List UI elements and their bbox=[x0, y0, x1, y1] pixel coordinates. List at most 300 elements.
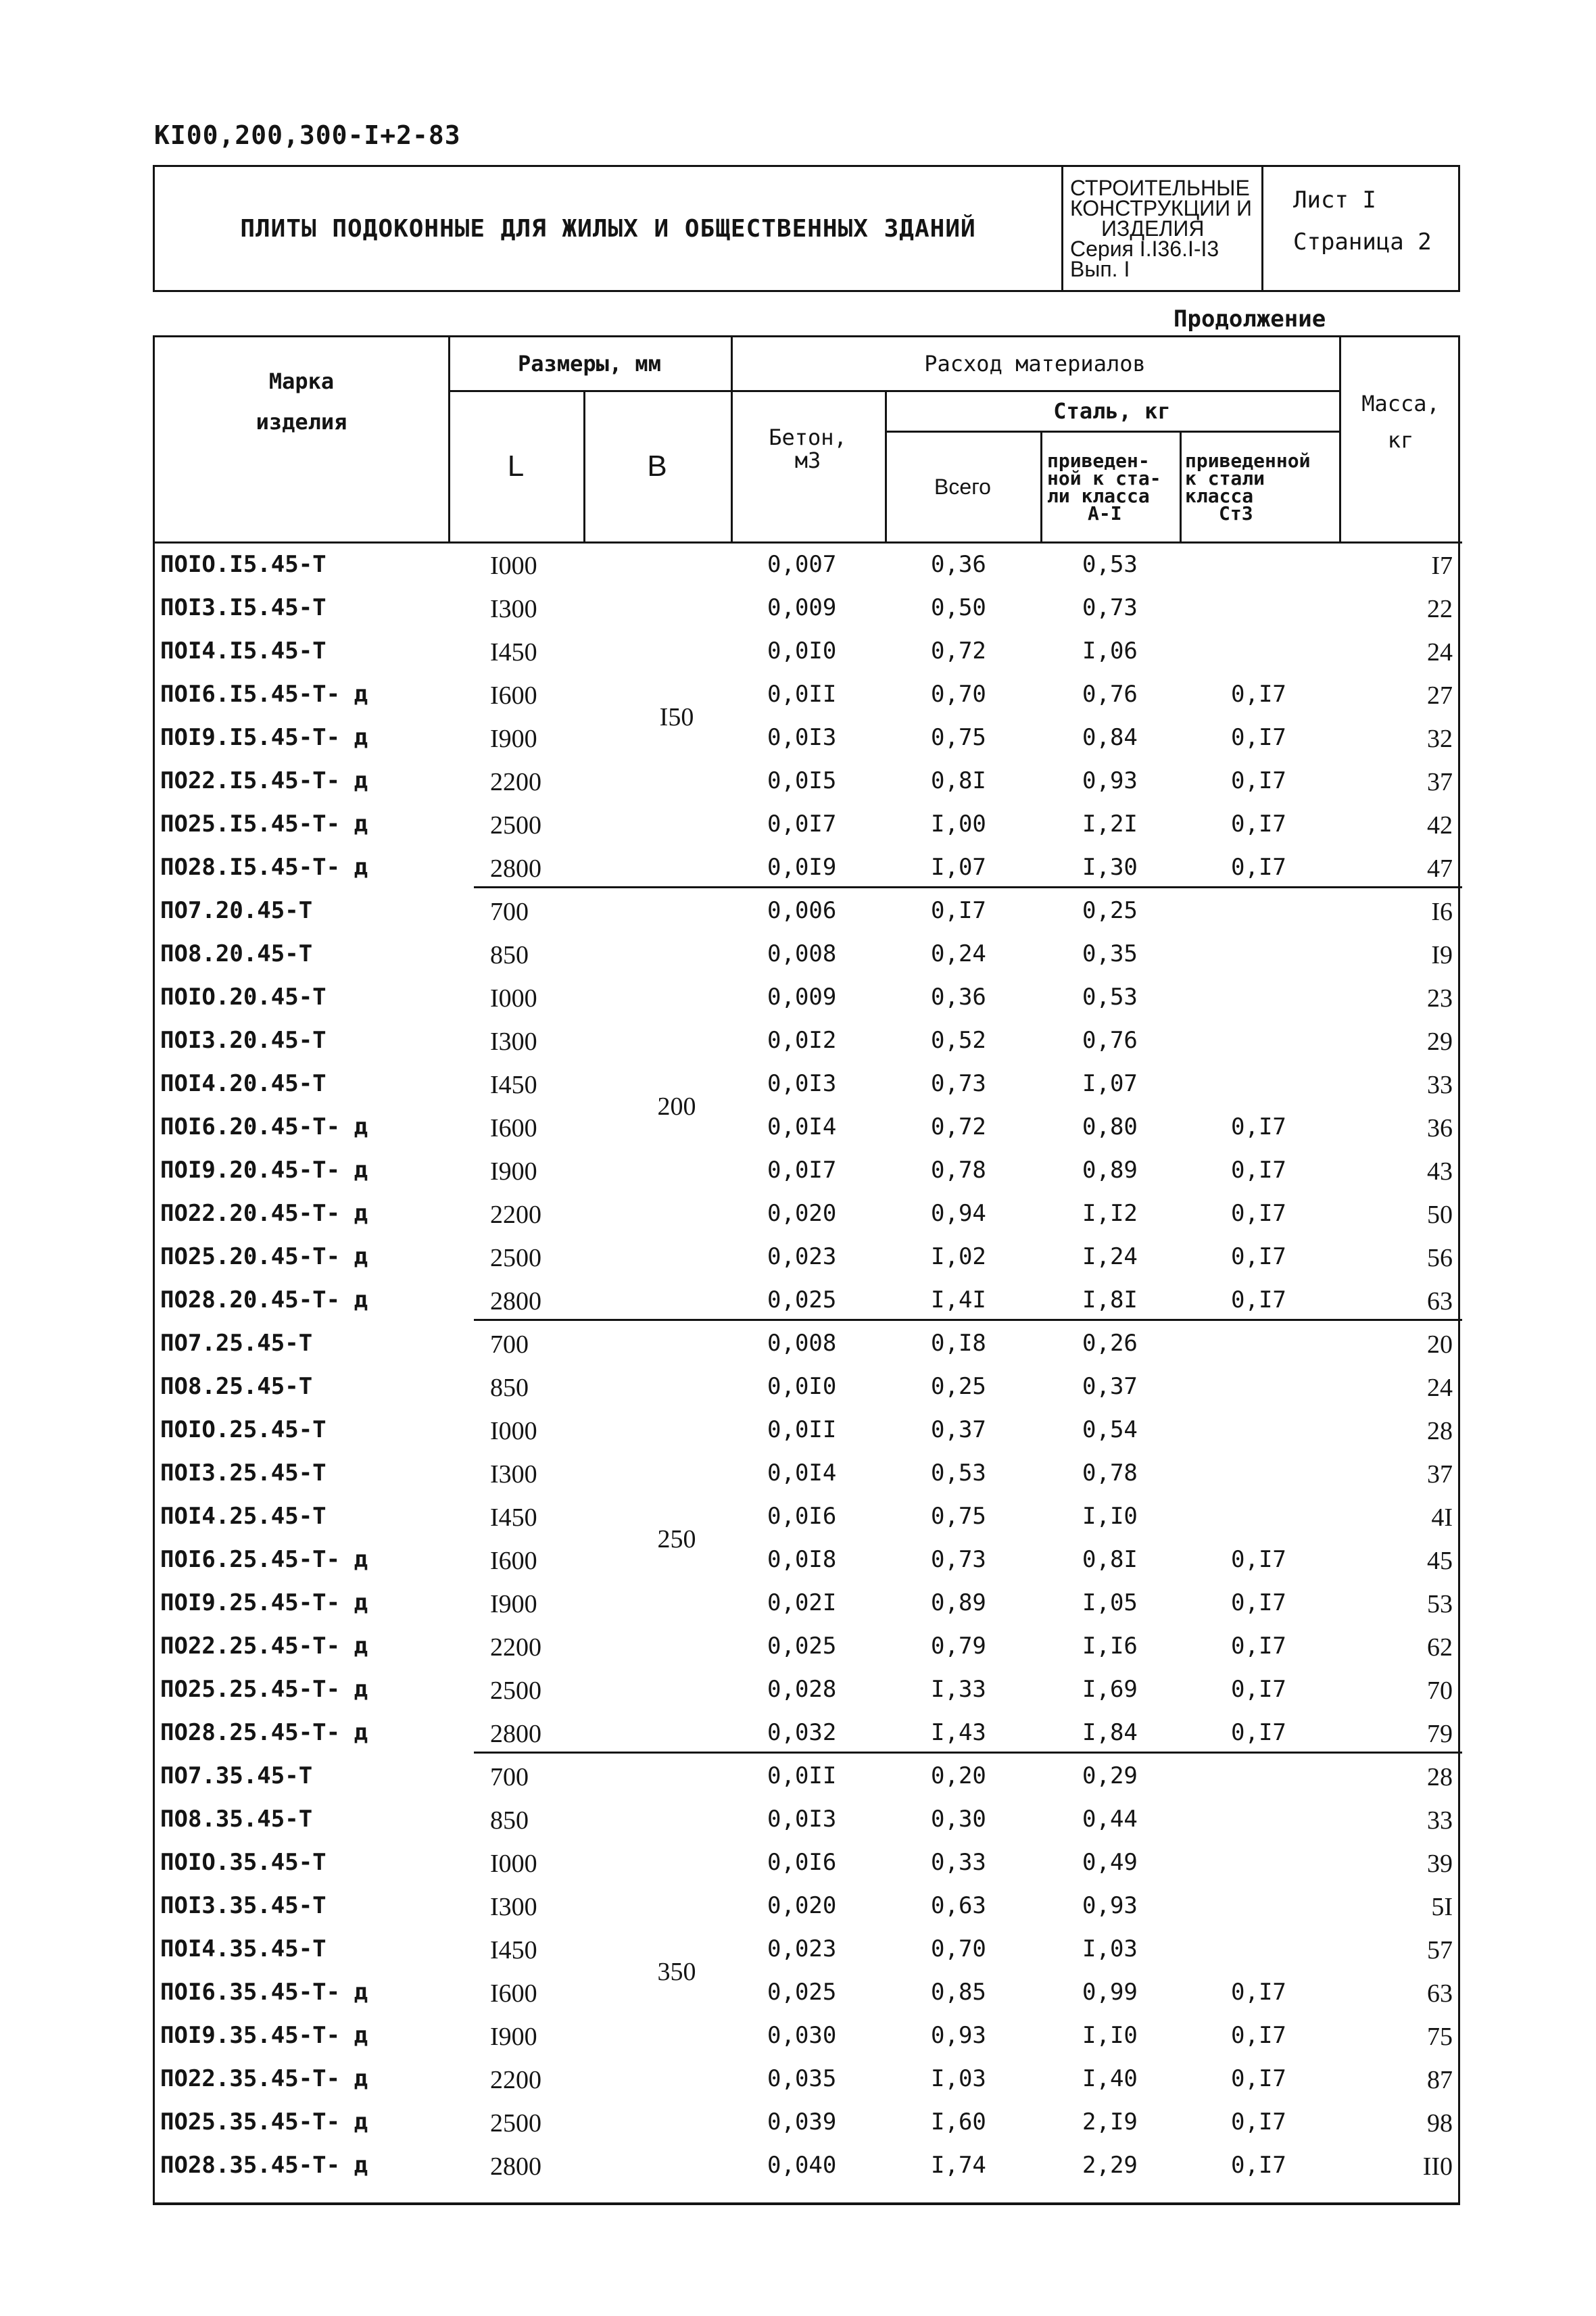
table-row bbox=[155, 674, 1462, 717]
steel-a1-cell: 0,80 bbox=[1082, 1113, 1138, 1140]
steel-total-cell: 0,52 bbox=[931, 1027, 986, 1054]
steel-a1-cell: I,06 bbox=[1082, 637, 1138, 665]
mass-cell: 5I bbox=[1431, 1893, 1453, 1921]
steel-total-cell: 0,24 bbox=[931, 940, 986, 967]
mark-cell: ПО7.25.45-Т bbox=[160, 1330, 313, 1357]
table-row bbox=[155, 1799, 1462, 1842]
steel-total-cell: 0,70 bbox=[931, 681, 986, 708]
header-mark: Марка изделия bbox=[256, 368, 347, 435]
length-cell: 2200 bbox=[490, 1633, 541, 1662]
concrete-cell: 0,028 bbox=[767, 1676, 837, 1703]
steel-st3-cell: 0,I7 bbox=[1231, 681, 1286, 708]
mark-cell: ПОI3.35.45-Т bbox=[160, 1892, 327, 1919]
mark-cell: ПОI3.20.45-Т bbox=[160, 1027, 327, 1054]
steel-st3-cell: 0,I7 bbox=[1231, 1979, 1286, 2006]
steel-a1-cell: I,8I bbox=[1082, 1286, 1138, 1313]
sheet-info bbox=[1263, 167, 1462, 290]
steel-a1-cell: I,I2 bbox=[1082, 1200, 1138, 1227]
width-cell: 250 bbox=[657, 1525, 696, 1553]
mass-cell: 42 bbox=[1427, 811, 1453, 840]
steel-a1-cell: 2,I9 bbox=[1082, 2108, 1138, 2136]
mark-cell: ПО22.35.45-Т- д bbox=[160, 2065, 368, 2092]
concrete-cell: 0,0I3 bbox=[767, 1070, 837, 1097]
table-row bbox=[155, 1323, 1462, 1366]
header-concrete: Бетон, м3 bbox=[769, 425, 847, 473]
steel-a1-cell: 0,35 bbox=[1082, 940, 1138, 967]
steel-a1-cell: 0,26 bbox=[1082, 1330, 1138, 1357]
mass-cell: 87 bbox=[1427, 2066, 1453, 2094]
mass-cell: 53 bbox=[1427, 1590, 1453, 1618]
steel-a1-cell: I,05 bbox=[1082, 1589, 1138, 1616]
table-row bbox=[155, 1929, 1462, 1972]
mass-cell: I7 bbox=[1431, 552, 1453, 580]
steel-total-cell: 0,89 bbox=[931, 1589, 986, 1616]
table-row bbox=[155, 761, 1462, 804]
steel-total-cell: 0,25 bbox=[931, 1373, 986, 1400]
table-row bbox=[155, 1539, 1462, 1583]
mass-cell: 79 bbox=[1427, 1720, 1453, 1748]
table-row bbox=[155, 847, 1462, 890]
steel-st3-cell: 0,I7 bbox=[1231, 767, 1286, 794]
table-row bbox=[155, 1236, 1462, 1280]
mark-cell: ПО25.I5.45-Т- д bbox=[160, 811, 368, 838]
group-separator bbox=[474, 886, 1462, 888]
length-cell: 850 bbox=[490, 941, 529, 969]
steel-total-cell: 0,75 bbox=[931, 1503, 986, 1530]
mark-cell: ПОI9.20.45-Т- д bbox=[160, 1157, 368, 1184]
mark-cell: ПО8.35.45-Т bbox=[160, 1806, 313, 1833]
mark-cell: ПОIO.I5.45-Т bbox=[160, 551, 327, 578]
table-row bbox=[155, 1366, 1462, 1409]
table-row bbox=[155, 1972, 1462, 2015]
steel-total-cell: 0,20 bbox=[931, 1762, 986, 1789]
steel-total-cell: 0,73 bbox=[931, 1546, 986, 1573]
steel-total-cell: 0,72 bbox=[931, 1113, 986, 1140]
document-code: КI00,200,300-I+2-83 bbox=[154, 120, 461, 150]
table-row bbox=[155, 1885, 1462, 1929]
mark-cell: ПО8.25.45-Т bbox=[160, 1373, 313, 1400]
materials-table bbox=[153, 335, 1460, 2205]
header-materials: Расход материалов bbox=[924, 351, 1146, 377]
length-cell: I000 bbox=[490, 984, 537, 1013]
length-cell: 2200 bbox=[490, 1201, 541, 1229]
steel-a1-cell: I,69 bbox=[1082, 1676, 1138, 1703]
steel-total-cell: I,74 bbox=[931, 2152, 986, 2179]
steel-a1-cell: I,40 bbox=[1082, 2065, 1138, 2092]
steel-st3-cell: 0,I7 bbox=[1231, 1546, 1286, 1573]
steel-total-cell: 0,50 bbox=[931, 594, 986, 621]
table-row bbox=[155, 1280, 1462, 1323]
length-cell: I600 bbox=[490, 1547, 537, 1575]
steel-a1-cell: 0,78 bbox=[1082, 1459, 1138, 1487]
mark-cell: ПОI4.25.45-Т bbox=[160, 1503, 327, 1530]
table-row bbox=[155, 544, 1462, 587]
page-label: Страница 2 bbox=[1293, 228, 1432, 256]
steel-total-cell: 0,75 bbox=[931, 724, 986, 751]
concrete-cell: 0,0I4 bbox=[767, 1113, 837, 1140]
mark-cell: ПОI4.20.45-Т bbox=[160, 1070, 327, 1097]
length-cell: I900 bbox=[490, 2023, 537, 2051]
table-row bbox=[155, 934, 1462, 977]
length-cell: 2800 bbox=[490, 854, 541, 883]
mass-cell: 70 bbox=[1427, 1676, 1453, 1705]
steel-a1-cell: I,03 bbox=[1082, 1935, 1138, 1962]
steel-total-cell: 0,73 bbox=[931, 1070, 986, 1097]
mark-cell: ПОI6.35.45-Т- д bbox=[160, 1979, 368, 2006]
concrete-cell: 0,0I7 bbox=[767, 811, 837, 838]
steel-a1-cell: I,I0 bbox=[1082, 2022, 1138, 2049]
steel-a1-cell: 0,37 bbox=[1082, 1373, 1138, 1400]
series-line: Серия I.I36.I-I3 bbox=[1070, 237, 1219, 261]
steel-total-cell: 0,33 bbox=[931, 1849, 986, 1876]
steel-a1-cell: 0,93 bbox=[1082, 767, 1138, 794]
length-cell: I900 bbox=[490, 1590, 537, 1618]
mass-cell: 62 bbox=[1427, 1633, 1453, 1662]
header-length: L bbox=[507, 450, 525, 483]
steel-st3-cell: 0,I7 bbox=[1231, 1589, 1286, 1616]
steel-st3-cell: 0,I7 bbox=[1231, 1157, 1286, 1184]
mass-cell: 28 bbox=[1427, 1417, 1453, 1445]
mass-cell: II0 bbox=[1422, 2152, 1453, 2181]
mark-cell: ПО25.25.45-Т- д bbox=[160, 1676, 368, 1703]
concrete-cell: 0,006 bbox=[767, 897, 837, 924]
concrete-cell: 0,0II bbox=[767, 1416, 837, 1443]
steel-total-cell: I,00 bbox=[931, 811, 986, 838]
table-row bbox=[155, 1409, 1462, 1453]
steel-a1-cell: 0,76 bbox=[1082, 1027, 1138, 1054]
mass-cell: I9 bbox=[1431, 941, 1453, 969]
length-cell: 700 bbox=[490, 1763, 529, 1791]
concrete-cell: 0,035 bbox=[767, 2065, 837, 2092]
length-cell: 2500 bbox=[490, 811, 541, 840]
length-cell: I600 bbox=[490, 681, 537, 710]
series-line: КОНСТРУКЦИИ И bbox=[1070, 196, 1253, 220]
concrete-cell: 0,0I3 bbox=[767, 724, 837, 751]
mark-cell: ПОI6.I5.45-Т- д bbox=[160, 681, 368, 708]
table-row bbox=[155, 2058, 1462, 2102]
concrete-cell: 0,032 bbox=[767, 1719, 837, 1746]
length-cell: 2500 bbox=[490, 2109, 541, 2138]
steel-a1-cell: I,I6 bbox=[1082, 1633, 1138, 1660]
steel-st3-cell: 0,I7 bbox=[1231, 1286, 1286, 1313]
concrete-cell: 0,008 bbox=[767, 940, 837, 967]
table-row bbox=[155, 1453, 1462, 1496]
header-steel-st3: приведенной к стали класса Ст3 bbox=[1185, 450, 1311, 525]
mass-cell: 23 bbox=[1427, 984, 1453, 1013]
table-row bbox=[155, 631, 1462, 674]
steel-a1-cell: 0,25 bbox=[1082, 897, 1138, 924]
length-cell: I450 bbox=[490, 1071, 537, 1099]
steel-a1-cell: 0,8I bbox=[1082, 1546, 1138, 1573]
mass-cell: 33 bbox=[1427, 1071, 1453, 1099]
table-row bbox=[155, 1842, 1462, 1885]
table-row bbox=[155, 804, 1462, 847]
table-row bbox=[155, 1150, 1462, 1193]
concrete-cell: 0,0I6 bbox=[767, 1503, 837, 1530]
table-row bbox=[155, 2015, 1462, 2058]
mass-cell: 63 bbox=[1427, 1287, 1453, 1316]
mark-cell: ПОI3.I5.45-Т bbox=[160, 594, 327, 621]
mass-cell: 98 bbox=[1427, 2109, 1453, 2138]
concrete-cell: 0,0I2 bbox=[767, 1027, 837, 1054]
length-cell: I450 bbox=[490, 1503, 537, 1532]
width-cell: 350 bbox=[657, 1958, 696, 1986]
header-mass: Масса, кг bbox=[1361, 391, 1440, 453]
length-cell: 850 bbox=[490, 1374, 529, 1402]
mark-cell: ПО8.20.45-Т bbox=[160, 940, 313, 967]
steel-st3-cell: 0,I7 bbox=[1231, 2152, 1286, 2179]
steel-a1-cell: 0,99 bbox=[1082, 1979, 1138, 2006]
concrete-cell: 0,009 bbox=[767, 984, 837, 1011]
steel-total-cell: 0,94 bbox=[931, 1200, 986, 1227]
series-info bbox=[1063, 167, 1263, 290]
steel-a1-cell: 0,29 bbox=[1082, 1762, 1138, 1789]
steel-total-cell: I,60 bbox=[931, 2108, 986, 2136]
concrete-cell: 0,0II bbox=[767, 1762, 837, 1789]
steel-st3-cell: 0,I7 bbox=[1231, 854, 1286, 881]
concrete-cell: 0,009 bbox=[767, 594, 837, 621]
length-cell: I300 bbox=[490, 595, 537, 623]
width-cell: I50 bbox=[659, 703, 694, 731]
mark-cell: ПО28.35.45-Т- д bbox=[160, 2152, 368, 2179]
mark-cell: ПОI9.25.45-Т- д bbox=[160, 1589, 368, 1616]
mass-cell: I6 bbox=[1431, 898, 1453, 926]
concrete-cell: 0,0I9 bbox=[767, 854, 837, 881]
mark-cell: ПО28.I5.45-Т- д bbox=[160, 854, 368, 881]
header-dimensions: Размеры, мм bbox=[518, 351, 661, 377]
header-steel-total: Всего bbox=[934, 475, 991, 499]
table-row bbox=[155, 2102, 1462, 2145]
length-cell: 2800 bbox=[490, 2152, 541, 2181]
mass-cell: 32 bbox=[1427, 725, 1453, 753]
steel-total-cell: 0,30 bbox=[931, 1806, 986, 1833]
steel-st3-cell: 0,I7 bbox=[1231, 811, 1286, 838]
concrete-cell: 0,0I0 bbox=[767, 637, 837, 665]
mark-cell: ПО22.I5.45-Т- д bbox=[160, 767, 368, 794]
mass-cell: 33 bbox=[1427, 1806, 1453, 1835]
mass-cell: 43 bbox=[1427, 1157, 1453, 1186]
table-row bbox=[155, 1756, 1462, 1799]
steel-st3-cell: 0,I7 bbox=[1231, 1113, 1286, 1140]
table-row bbox=[155, 1626, 1462, 1669]
concrete-cell: 0,0I8 bbox=[767, 1546, 837, 1573]
mass-cell: 47 bbox=[1427, 854, 1453, 883]
steel-total-cell: 0,85 bbox=[931, 1979, 986, 2006]
steel-total-cell: 0,78 bbox=[931, 1157, 986, 1184]
mark-cell: ПО22.20.45-Т- д bbox=[160, 1200, 368, 1227]
length-cell: I000 bbox=[490, 1417, 537, 1445]
length-cell: 2800 bbox=[490, 1720, 541, 1748]
mass-cell: 36 bbox=[1427, 1114, 1453, 1142]
mass-cell: 29 bbox=[1427, 1028, 1453, 1056]
length-cell: I000 bbox=[490, 1850, 537, 1878]
mark-cell: ПО25.35.45-Т- д bbox=[160, 2108, 368, 2136]
concrete-cell: 0,0I0 bbox=[767, 1373, 837, 1400]
mark-cell: ПОI9.35.45-Т- д bbox=[160, 2022, 368, 2049]
length-cell: 2500 bbox=[490, 1244, 541, 1272]
mass-cell: 63 bbox=[1427, 1979, 1453, 2008]
steel-total-cell: I,03 bbox=[931, 2065, 986, 2092]
table-row bbox=[155, 1107, 1462, 1150]
table-row bbox=[155, 1193, 1462, 1236]
concrete-cell: 0,0II bbox=[767, 681, 837, 708]
table-row bbox=[155, 587, 1462, 631]
length-cell: 2800 bbox=[490, 1287, 541, 1316]
table-row bbox=[155, 1583, 1462, 1626]
mass-cell: 39 bbox=[1427, 1850, 1453, 1878]
steel-total-cell: 0,63 bbox=[931, 1892, 986, 1919]
steel-a1-cell: I,2I bbox=[1082, 811, 1138, 838]
header-width: B bbox=[647, 450, 667, 483]
concrete-cell: 0,040 bbox=[767, 2152, 837, 2179]
steel-st3-cell: 0,I7 bbox=[1231, 2022, 1286, 2049]
concrete-cell: 0,020 bbox=[767, 1892, 837, 1919]
mass-cell: 37 bbox=[1427, 768, 1453, 796]
table-row bbox=[155, 890, 1462, 934]
steel-total-cell: 0,I8 bbox=[931, 1330, 986, 1357]
group-separator bbox=[474, 1752, 1462, 1754]
concrete-cell: 0,007 bbox=[767, 551, 837, 578]
steel-st3-cell: 0,I7 bbox=[1231, 1243, 1286, 1270]
mark-cell: ПО25.20.45-Т- д bbox=[160, 1243, 368, 1270]
length-cell: 700 bbox=[490, 898, 529, 926]
length-cell: I900 bbox=[490, 725, 537, 753]
steel-a1-cell: 0,54 bbox=[1082, 1416, 1138, 1443]
group-separator bbox=[474, 1319, 1462, 1321]
mass-cell: 22 bbox=[1427, 595, 1453, 623]
concrete-cell: 0,0I3 bbox=[767, 1806, 837, 1833]
steel-total-cell: I,4I bbox=[931, 1286, 986, 1313]
steel-total-cell: 0,36 bbox=[931, 984, 986, 1011]
mark-cell: ПО7.35.45-Т bbox=[160, 1762, 313, 1789]
length-cell: I900 bbox=[490, 1157, 537, 1186]
mark-cell: ПОI9.I5.45-Т- д bbox=[160, 724, 368, 751]
mark-cell: ПОIO.35.45-Т bbox=[160, 1849, 327, 1876]
steel-st3-cell: 0,I7 bbox=[1231, 1676, 1286, 1703]
concrete-cell: 0,0I4 bbox=[767, 1459, 837, 1487]
length-cell: 2200 bbox=[490, 2066, 541, 2094]
header-steel-a1: приведен- ной к ста- ли класса А-I bbox=[1047, 450, 1161, 525]
continuation-label: Продолжение bbox=[1174, 306, 1326, 333]
mass-cell: 45 bbox=[1427, 1547, 1453, 1575]
length-cell: I300 bbox=[490, 1460, 537, 1489]
mass-cell: 56 bbox=[1427, 1244, 1453, 1272]
length-cell: 2500 bbox=[490, 1676, 541, 1705]
sheet-label: Лист I bbox=[1293, 187, 1376, 214]
steel-st3-cell: 0,I7 bbox=[1231, 2065, 1286, 2092]
length-cell: 850 bbox=[490, 1806, 529, 1835]
concrete-cell: 0,0I6 bbox=[767, 1849, 837, 1876]
concrete-cell: 0,025 bbox=[767, 1979, 837, 2006]
table-row bbox=[155, 1496, 1462, 1539]
steel-a1-cell: 0,53 bbox=[1082, 551, 1138, 578]
steel-st3-cell: 0,I7 bbox=[1231, 1633, 1286, 1660]
steel-a1-cell: I,84 bbox=[1082, 1719, 1138, 1746]
steel-total-cell: 0,37 bbox=[931, 1416, 986, 1443]
mass-cell: 57 bbox=[1427, 1936, 1453, 1964]
concrete-cell: 0,020 bbox=[767, 1200, 837, 1227]
steel-st3-cell: 0,I7 bbox=[1231, 2108, 1286, 2136]
mass-cell: 75 bbox=[1427, 2023, 1453, 2051]
mass-cell: 27 bbox=[1427, 681, 1453, 710]
steel-a1-cell: I,30 bbox=[1082, 854, 1138, 881]
steel-total-cell: 0,79 bbox=[931, 1633, 986, 1660]
steel-a1-cell: 0,89 bbox=[1082, 1157, 1138, 1184]
length-cell: I300 bbox=[490, 1893, 537, 1921]
steel-st3-cell: 0,I7 bbox=[1231, 724, 1286, 751]
steel-total-cell: 0,70 bbox=[931, 1935, 986, 1962]
mark-cell: ПО28.25.45-Т- д bbox=[160, 1719, 368, 1746]
steel-st3-cell: 0,I7 bbox=[1231, 1719, 1286, 1746]
table-row bbox=[155, 977, 1462, 1020]
steel-a1-cell: 0,44 bbox=[1082, 1806, 1138, 1833]
table-row bbox=[155, 717, 1462, 761]
length-cell: I000 bbox=[490, 552, 537, 580]
length-cell: I450 bbox=[490, 638, 537, 667]
mark-cell: ПОIO.20.45-Т bbox=[160, 984, 327, 1011]
mark-cell: ПОIO.25.45-Т bbox=[160, 1416, 327, 1443]
concrete-cell: 0,008 bbox=[767, 1330, 837, 1357]
concrete-cell: 0,030 bbox=[767, 2022, 837, 2049]
steel-a1-cell: I,07 bbox=[1082, 1070, 1138, 1097]
mark-cell: ПО22.25.45-Т- д bbox=[160, 1633, 368, 1660]
concrete-cell: 0,025 bbox=[767, 1633, 837, 1660]
steel-st3-cell: 0,I7 bbox=[1231, 1200, 1286, 1227]
series-line: ИЗДЕЛИЯ bbox=[1101, 216, 1205, 241]
title-block bbox=[153, 165, 1460, 292]
mark-cell: ПОI3.25.45-Т bbox=[160, 1459, 327, 1487]
mark-cell: ПОI4.I5.45-Т bbox=[160, 637, 327, 665]
header-steel: Сталь, кг bbox=[1053, 398, 1171, 424]
document-title: ПЛИТЫ ПОДОКОННЫЕ ДЛЯ ЖИЛЫХ И ОБЩЕСТВЕННЫХ ЗДАНИЙ bbox=[155, 167, 1063, 290]
steel-total-cell: 0,93 bbox=[931, 2022, 986, 2049]
mark-cell: ПО28.20.45-Т- д bbox=[160, 1286, 368, 1313]
steel-total-cell: 0,I7 bbox=[931, 897, 986, 924]
table-row bbox=[155, 1669, 1462, 1712]
steel-a1-cell: 2,29 bbox=[1082, 2152, 1138, 2179]
steel-a1-cell: 0,53 bbox=[1082, 984, 1138, 1011]
steel-total-cell: I,43 bbox=[931, 1719, 986, 1746]
mass-cell: 4I bbox=[1431, 1503, 1453, 1532]
steel-total-cell: 0,8I bbox=[931, 767, 986, 794]
length-cell: I450 bbox=[490, 1936, 537, 1964]
mark-cell: ПО7.20.45-Т bbox=[160, 897, 313, 924]
table-row bbox=[155, 2145, 1462, 2188]
steel-total-cell: 0,36 bbox=[931, 551, 986, 578]
steel-a1-cell: 0,73 bbox=[1082, 594, 1138, 621]
steel-a1-cell: 0,93 bbox=[1082, 1892, 1138, 1919]
steel-a1-cell: I,24 bbox=[1082, 1243, 1138, 1270]
table-row bbox=[155, 1063, 1462, 1107]
concrete-cell: 0,0I7 bbox=[767, 1157, 837, 1184]
series-line: Вып. I bbox=[1070, 257, 1130, 281]
mark-cell: ПОI6.25.45-Т- д bbox=[160, 1546, 368, 1573]
steel-total-cell: I,33 bbox=[931, 1676, 986, 1703]
length-cell: 700 bbox=[490, 1330, 529, 1359]
steel-a1-cell: 0,84 bbox=[1082, 724, 1138, 751]
length-cell: I600 bbox=[490, 1114, 537, 1142]
width-cell: 200 bbox=[657, 1092, 696, 1121]
mass-cell: 37 bbox=[1427, 1460, 1453, 1489]
steel-total-cell: I,07 bbox=[931, 854, 986, 881]
mass-cell: 24 bbox=[1427, 638, 1453, 667]
steel-a1-cell: 0,76 bbox=[1082, 681, 1138, 708]
steel-total-cell: 0,53 bbox=[931, 1459, 986, 1487]
mass-cell: 24 bbox=[1427, 1374, 1453, 1402]
length-cell: 2200 bbox=[490, 768, 541, 796]
steel-a1-cell: 0,49 bbox=[1082, 1849, 1138, 1876]
mass-cell: 28 bbox=[1427, 1763, 1453, 1791]
